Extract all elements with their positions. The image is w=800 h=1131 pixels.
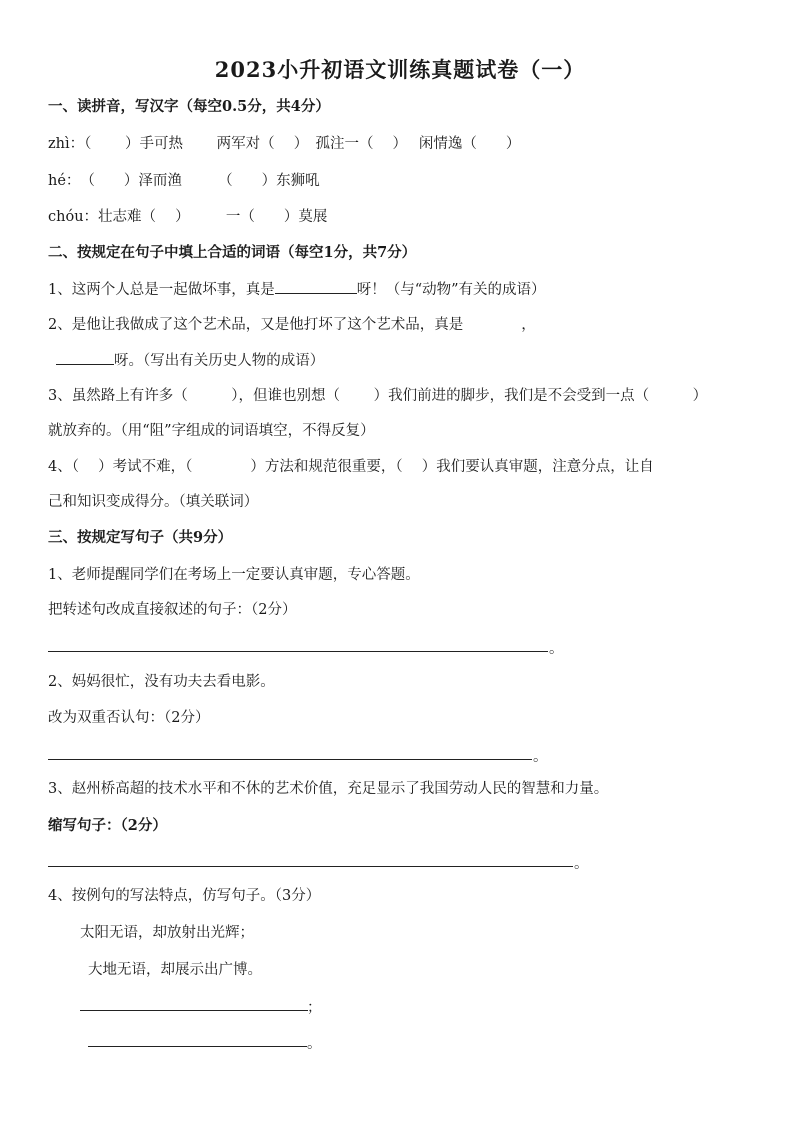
example-sentence-1: 太阳无语，却放射出光辉；	[80, 925, 254, 941]
question-2-1-text: 1、这两个人总是一起做坏事，真是	[48, 282, 275, 298]
answer-line[interactable]	[48, 651, 548, 652]
question-2-2-line-2	[56, 350, 324, 371]
example-sentence-2: 大地无语，却展示出广博。	[88, 962, 262, 978]
question-2-3-line-2: 就放弃的。（用“阻”字组成的词语填空，不得反复）	[48, 423, 375, 439]
question-2-1	[48, 279, 546, 300]
imitation-answer-line-2[interactable]	[88, 1046, 307, 1047]
question-3-2-requirement: 改为双重否认句：（2分）	[48, 710, 210, 726]
question-3-3-requirement: 缩写句子：（2分）	[48, 817, 167, 834]
question-3-4: 4、按例句的写法特点，仿写句子。（3分）	[48, 888, 321, 904]
answer-blank[interactable]	[275, 279, 357, 294]
answer-line-period: 。	[307, 1036, 322, 1052]
answer-line-period: 。	[533, 749, 548, 765]
answer-blank[interactable]	[56, 350, 114, 365]
question-2-2-line-1: 2、是他让我做成了这个艺术品，又是他打坏了这个艺术品，真是 ，	[48, 317, 536, 333]
question-3-1: 1、老师提醒同学们在考场上一定要认真审题，专心答题。	[48, 567, 420, 583]
pinyin-zhi-row: zhì：（ ）手可热 两军对（ ） 孤注一（ ） 闲情逸（ ）	[48, 136, 521, 152]
pinyin-chou-row: chóu：壮志难（ ） 一（ ）莫展	[48, 209, 328, 225]
section-3-heading: 三、按规定写句子（共9分）	[48, 529, 233, 546]
question-3-3: 3、赵州桥高超的技术水平和不休的艺术价值，充足显示了我国劳动人民的智慧和力量。	[48, 781, 609, 797]
question-3-2: 2、妈妈很忙，没有功夫去看电影。	[48, 674, 275, 690]
question-3-1-requirement: 把转述句改成直接叙述的句子：（2分）	[48, 602, 297, 618]
question-2-4-line-1: 4、（ ）考试不难，（ ）方法和规范很重要，（ ）我们要认真审题，注意分点，让自	[48, 459, 654, 475]
section-1-heading: 一、读拼音，写汉字（每空0.5分，共4分）	[48, 98, 330, 115]
answer-line[interactable]	[48, 759, 532, 760]
question-2-1-hint: 呀！（与“动物”有关的成语）	[356, 282, 546, 298]
question-2-2-hint: 呀。（写出有关历史人物的成语）	[114, 353, 325, 369]
answer-line[interactable]	[48, 866, 573, 867]
imitation-answer-line-1[interactable]	[80, 1010, 308, 1011]
question-2-3-line-1: 3、虽然路上有许多（ ），但谁也别想（ ）我们前进的脚步，我们是不会受到一点（ ）	[48, 388, 708, 404]
page-title: 2023小升初语文训练真题试卷（一）	[214, 57, 586, 82]
answer-line-period: 。	[574, 856, 589, 872]
answer-line-period: 。	[549, 641, 564, 657]
answer-line-semicolon: ；	[307, 1000, 322, 1016]
pinyin-he-row: hé： （ ）泽而渔 （ ）东狮吼	[48, 173, 320, 189]
section-2-heading: 二、按规定在句子中填上合适的词语（每空1分，共7分）	[48, 244, 417, 261]
question-2-4-line-2: 己和知识变成得分。（填关联词）	[48, 494, 259, 510]
